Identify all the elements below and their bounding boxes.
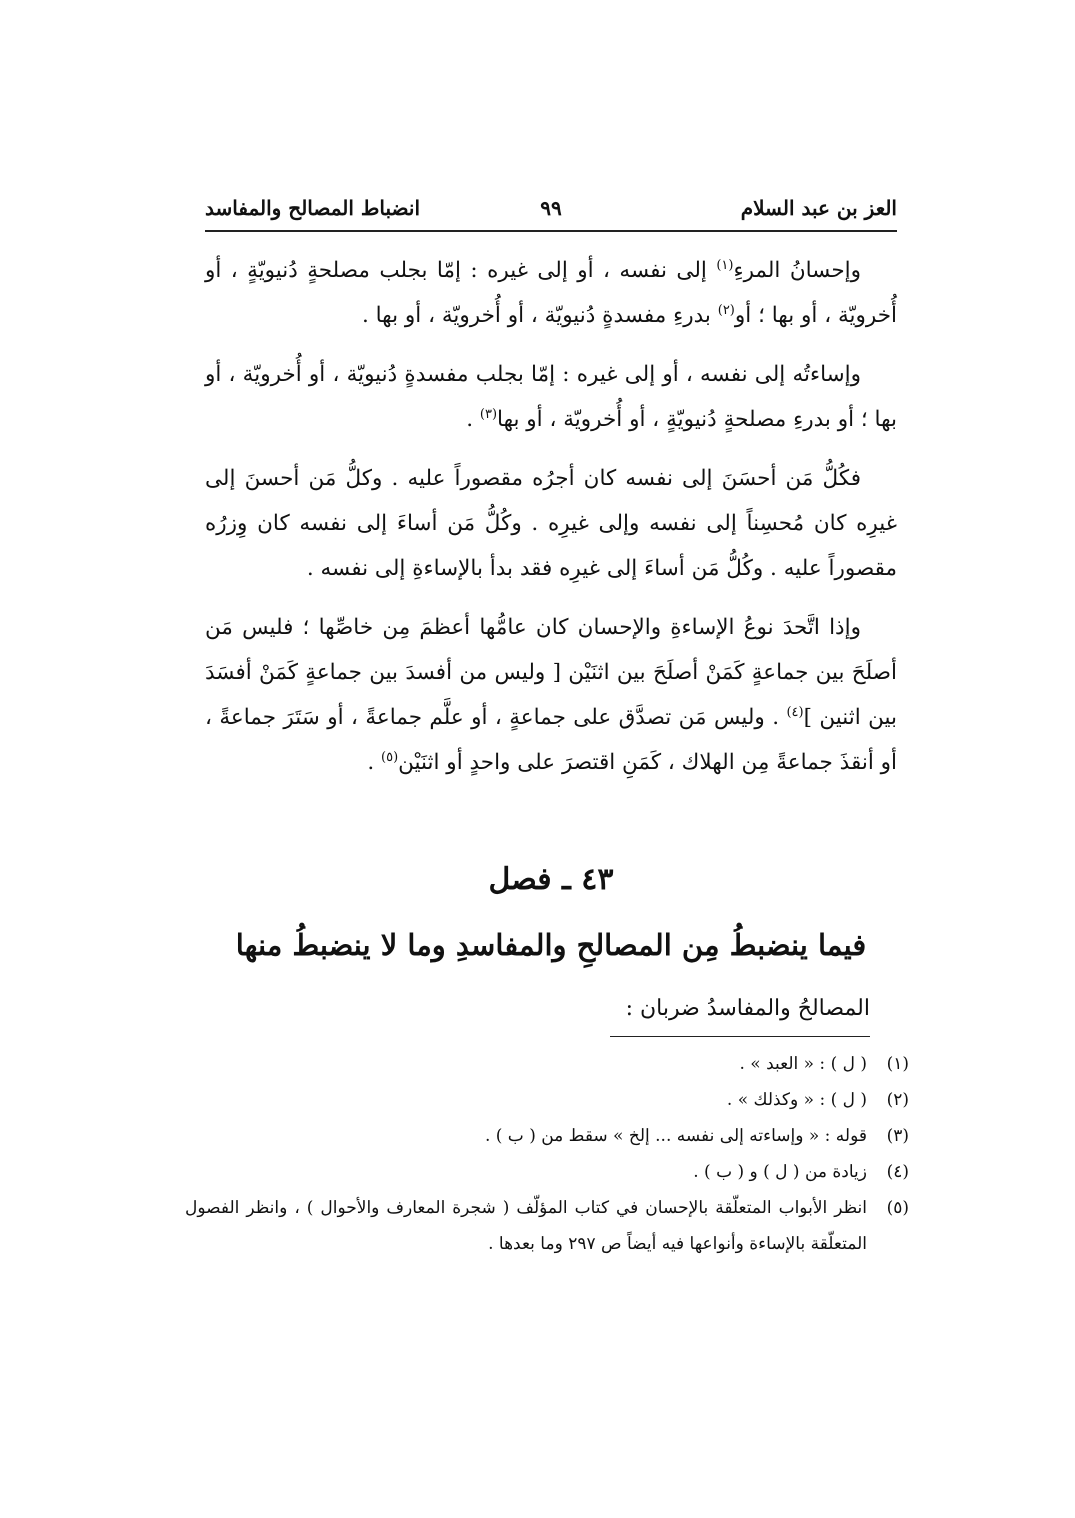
footnote-number: (١) — [886, 1054, 909, 1074]
footnote-text: انظر الأبواب المتعلّقة بالإحسان في كتاب المؤلّف ( شجرة المعارف والأحوال ) ، وانظر الفصول المتعلّقة بالإساءة وأنواعها فيه أيضاً ص ٢٩٧ وما بعدها . — [185, 1198, 867, 1254]
paragraph-4-part-a: وإذا اتَّحدَ نوعُ الإساءةِ والإحسان كان عامُّها أعظمَ مِن خاصِّها ؛ فليس مَن أصلَحَ بين جماعةٍ كَمَنْ أصلَحَ بين اثنَيْن [ وليس من أفسدَ بين جماعةٍ كَمَنْ أفسَدَ بين اثنين ] — [205, 615, 897, 730]
paragraph-1-part-a: وإحسانُ المرءِ — [733, 258, 861, 283]
paragraph-2-part-b: . — [466, 407, 480, 432]
paragraph-4-part-c: . — [367, 750, 382, 775]
main-text — [205, 248, 897, 799]
footnote-text: زيادة من ( ل ) و ( ب ) . — [693, 1162, 867, 1182]
footnote-text: قوله : « وإساءته إلى نفسه ... إلخ » سقط من ( ب ) . — [484, 1126, 867, 1146]
footnote-number: (٤) — [886, 1162, 909, 1182]
section-title: فيما ينضبطُ مِن المصالحِ والمفاسدِ وما لا ينضبطُ منها — [235, 928, 867, 962]
footnote-ref-5: (٥) — [381, 749, 399, 765]
paragraph-2 — [205, 352, 897, 442]
footnote-number: (٥) — [886, 1198, 909, 1218]
footnote-text: ( ل ) : « العبد » . — [739, 1054, 867, 1074]
paragraph-4 — [205, 605, 897, 785]
footnote-item — [185, 1190, 909, 1262]
paragraph-2-part-a: وإساءتُه إلى نفسه ، أو إلى غيره : إمّا بجلب مفسدةٍ دُنيويّة ، أو أُخرويّة ، أو بها ؛ أو بدرءِ مصلحةٍ دُنيويّةٍ ، أو أُخرويّة ، أو بها — [205, 362, 897, 432]
page-number: ٩٩ — [540, 196, 562, 220]
footnote-item — [185, 1082, 909, 1118]
footnote-item — [185, 1118, 909, 1154]
footnote-ref-2: (٢) — [717, 302, 735, 318]
paragraph-1 — [205, 248, 897, 338]
header-title: انضباط المصالح والمفاسد — [205, 196, 421, 220]
footnote-text: ( ل ) : « وكذلك » . — [726, 1090, 867, 1110]
header-author: العز بن عبد السلام — [740, 196, 897, 220]
paragraph-1-part-c: بدرءِ مفسدةٍ دُنيويّة ، أو أُخرويّة ، أو بها . — [361, 303, 718, 328]
footnote-ref-3: (٣) — [479, 406, 498, 422]
footnote-number: (٢) — [886, 1090, 909, 1110]
footnote-number: (٣) — [886, 1126, 909, 1146]
running-header — [205, 196, 897, 232]
paragraph-1-part-b: إلى نفسه ، أو إلى غيره : إمّا بجلب مصلحةٍ دُنيويّةٍ ، أو أُخرويّة ، أو بها ؛ أو — [205, 258, 897, 328]
section-lead: المصالحُ والمفاسدُ ضربان : — [625, 996, 870, 1021]
paragraph-3: فكُلُّ مَن أحسَنَ إلى نفسه كان أجرُه مقصوراً عليه . وكلُّ مَن أحسنَ إلى غيرِه كان مُحسِناً إلى نفسه وإلى غيرِه . وكُلُّ مَن أساءَ إلى نفسه كان وِزرُه مقصوراً عليه . وكُلُّ مَن أساءَ إلى غيرِه فقد بدأ بالإساءةِ إلى نفسه . — [205, 466, 897, 581]
section-number: ٤٣ ـ فصل — [488, 862, 614, 897]
footnote-ref-4: (٤) — [786, 704, 804, 720]
footnotes — [185, 1046, 909, 1262]
footnote-divider — [610, 1036, 870, 1037]
footnote-ref-1: (١) — [716, 257, 734, 273]
footnote-item — [185, 1154, 909, 1190]
paragraph-4-part-b: . وليس مَن تصدَّق على جماعةٍ ، أو علَّم جماعةً ، أو سَتَرَ جماعةً ، أو أنقذَ جماعةً مِن الهلاك ، كَمَنِ اقتصرَ على واحدٍ أو اثنَيْن — [205, 705, 897, 775]
footnote-item — [185, 1046, 909, 1082]
